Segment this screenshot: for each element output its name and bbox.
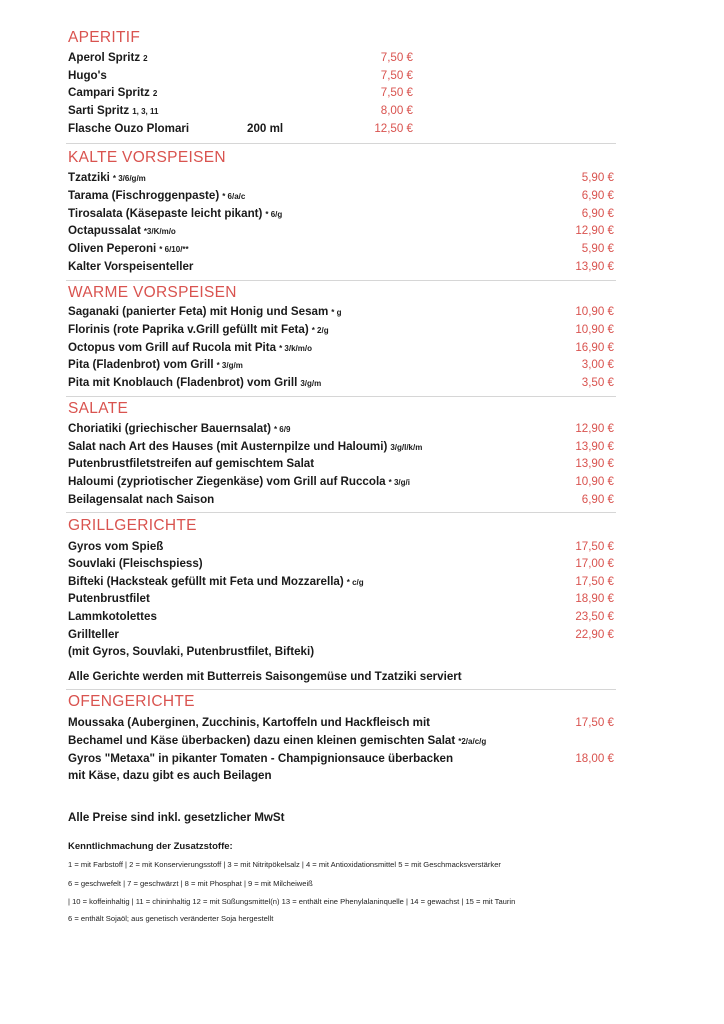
menu-item: Hugo's [68,69,107,82]
additives-legend-line: 1 = mit Farbstoff | 2 = mit Konservierungsstoff | 3 = mit Nitritpökelsalz | 4 = mit Antioxidationsmittel 5 = mit Geschmacksverstärker [68,860,501,869]
section-divider [66,396,616,397]
menu-item: Putenbrustfiletstreifen auf gemischtem Salat [68,457,315,470]
item-price: 5,90 € [581,242,614,255]
section-title-ofengerichte: OFENGERICHTE [68,693,195,710]
item-price: 17,00 € [575,557,614,570]
item-price: 22,90 € [575,628,614,641]
item-price: 3,00 € [581,358,614,371]
menu-item: Beilagensalat nach Saison [68,493,215,506]
menu-item: Oliven Peperoni * 6/10/** [68,242,189,255]
item-price: 12,90 € [575,224,614,237]
menu-item: Souvlaki (Fleischspiess) [68,557,203,570]
item-price: 6,90 € [581,493,614,506]
additives-legend-title: Kenntlichmachung der Zusatzstoffe: [68,841,233,852]
section-title-warme-vorspeisen: WARME VORSPEISEN [68,284,237,301]
section-divider [66,512,616,513]
item-price: 13,90 € [575,260,614,273]
item-price: 5,90 € [581,171,614,184]
menu-item: Octopus vom Grill auf Rucola mit Pita * 3/k/m/o [68,341,312,354]
section-title-aperitif: APERITIF [68,29,141,46]
section-divider [66,280,616,281]
item-price: 12,50 € [374,122,413,135]
item-price: 7,50 € [380,86,413,99]
item-price: 13,90 € [575,440,614,453]
item-price: 12,90 € [575,422,614,435]
item-price: 18,90 € [575,592,614,605]
additives-legend-line: 6 = enthält Sojaöl; aus genetisch veränderter Soja hergestellt [68,914,274,923]
menu-item-continued: Bechamel und Käse überbacken) dazu einen kleinen gemischten Salat *2/a/c/g [68,734,487,747]
menu-item: Choriatiki (griechischer Bauernsalat) * 6/9 [68,422,291,435]
item-volume: 200 ml [247,122,284,135]
menu-item: Haloumi (zypriotischer Ziegenkäse) vom Grill auf Ruccola * 3/g/i [68,475,410,488]
menu-item: Pita (Fladenbrot) vom Grill * 3/g/m [68,358,243,371]
menu-item: Lammkotolettes [68,610,157,623]
item-price: 6,90 € [581,207,614,220]
menu-item: Octapussalat *3/K/m/o [68,224,176,237]
menu-item: Saganaki (panierter Feta) mit Honig und Sesam * g [68,305,342,318]
section-title-kalte-vorspeisen: KALTE VORSPEISEN [68,149,226,166]
menu-item: Aperol Spritz 2 [68,51,148,64]
item-price: 6,90 € [581,189,614,202]
menu-item-continued: mit Käse, dazu gibt es auch Beilagen [68,769,272,782]
menu-item: Pita mit Knoblauch (Fladenbrot) vom Grill 3/g/m [68,376,322,389]
item-price: 13,90 € [575,457,614,470]
menu-item: Tzatziki * 3/6/g/m [68,171,146,184]
item-price: 10,90 € [575,305,614,318]
additives-legend-line: | 10 = koffeinhaltig | 11 = chininhaltig 12 = mit Süßungsmittel(n) 13 = enthält eine Phenylalaninquelle | 14 = gewachst | 15 = mit Taurin [68,897,516,906]
item-price: 8,00 € [380,104,413,117]
section-title-salate: SALATE [68,400,129,417]
section-divider [66,143,616,144]
menu-item: Florinis (rote Paprika v.Grill gefüllt mit Feta) * 2/g [68,323,329,336]
item-price: 7,50 € [380,69,413,82]
item-description: (mit Gyros, Souvlaki, Putenbrustfilet, Bifteki) [68,645,315,658]
section-title-grillgerichte: GRILLGERICHTE [68,517,197,534]
item-price: 10,90 € [575,323,614,336]
item-price: 18,00 € [575,752,614,765]
menu-item: Bifteki (Hacksteak gefüllt mit Feta und Mozzarella) * c/g [68,575,364,588]
menu-item: Moussaka (Auberginen, Zucchinis, Kartoffeln und Hackfleisch mit [68,716,431,729]
tax-note: Alle Preise sind inkl. gesetzlicher MwSt [68,811,285,824]
item-price: 16,90 € [575,341,614,354]
section-divider [66,689,616,690]
menu-item: Gyros vom Spieß [68,540,164,553]
item-price: 10,90 € [575,475,614,488]
additives-legend-line: 6 = geschwefelt | 7 = geschwärzt | 8 = mit Phosphat | 9 = mit Milcheiweiß [68,879,313,888]
menu-item: Flasche Ouzo Plomari [68,122,190,135]
menu-item: Gyros "Metaxa" in pikanter Tomaten - Champignionsauce überbacken [68,752,454,765]
item-price: 7,50 € [380,51,413,64]
item-price: 17,50 € [575,540,614,553]
menu-item: Tirosalata (Käsepaste leicht pikant) * 6/g [68,207,283,220]
menu-item: Campari Spritz 2 [68,86,158,99]
menu-item: Grillteller [68,628,119,641]
item-price: 17,50 € [575,716,614,729]
menu-item: Tarama (Fischroggenpaste) * 6/a/c [68,189,246,202]
menu-item: Putenbrustfilet [68,592,150,605]
menu-item: Sarti Spritz 1, 3, 11 [68,104,159,117]
menu-item: Salat nach Art des Hauses (mit Austernpilze und Haloumi) 3/g/l/k/m [68,440,423,453]
menu-item: Kalter Vorspeisenteller [68,260,194,273]
item-price: 23,50 € [575,610,614,623]
item-price: 17,50 € [575,575,614,588]
item-price: 3,50 € [581,376,614,389]
serving-note: Alle Gerichte werden mit Butterreis Saisongemüse und Tzatziki serviert [68,670,462,683]
